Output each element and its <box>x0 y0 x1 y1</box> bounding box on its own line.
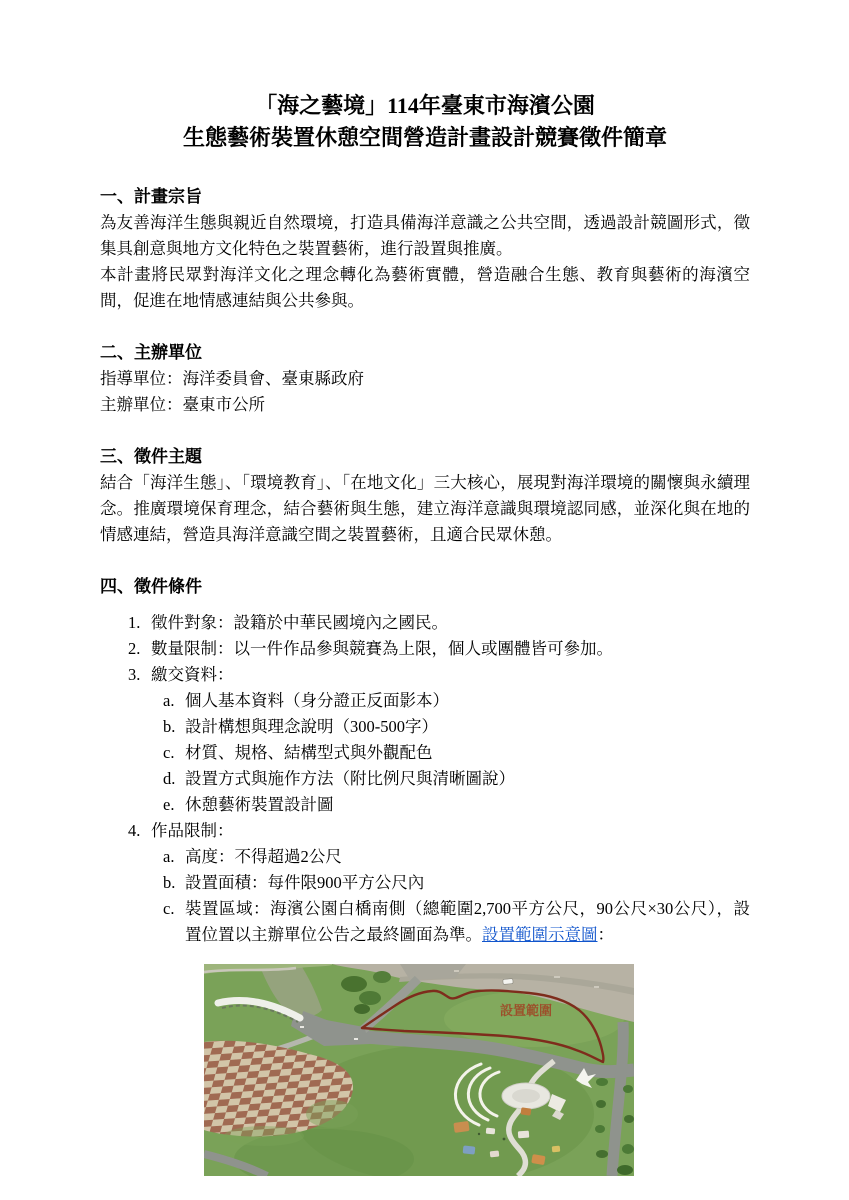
theme-paragraph: 結合「海洋生態」、「環境教育」、「在地文化」三大核心，展現對海洋環境的關懷與永續理念。推廣環境保育理念，結合藝術與生態，建立海洋意識與環境認同感，並深化與在地的情感連結，營造具海洋意識空間之裝置藝術，且適合民眾休憩。 <box>100 473 750 544</box>
section-heading-conditions: 四、徵件條件 <box>100 577 202 596</box>
after-link-colon: ： <box>597 925 614 944</box>
list-item-text: 數量限制：以一件作品參與競賽為上限，個人或團體皆可參加。 <box>151 639 613 658</box>
list-item <box>100 662 750 688</box>
sub-item-text: 設置方式與施作方法（附比例尺與清晰圖說） <box>185 769 515 788</box>
sub-item-letter: b. <box>163 717 176 736</box>
list-item-number: 1. <box>128 613 141 632</box>
list-item <box>100 636 750 662</box>
sub-list-item <box>100 844 750 870</box>
section-heading-theme: 三、徵件主題 <box>100 447 202 466</box>
host-unit-line: 主辦單位：臺東市公所 <box>100 395 265 414</box>
purpose-paragraph-2: 本計畫將民眾對海洋文化之理念轉化為藝術實體，營造融合生態、教育與藝術的海濱空間，促進在地情感連結與公共參與。 <box>100 265 750 310</box>
sub-item-letter: b. <box>163 873 176 892</box>
list-item-text: 繳交資料： <box>151 665 234 684</box>
installation-area-label: 設置範圍 <box>499 1003 553 1018</box>
sub-list-item <box>100 792 750 818</box>
site-aerial-photo <box>204 964 634 1176</box>
sub-list-item <box>100 870 750 896</box>
sub-list-item <box>100 766 750 792</box>
title-line-1: 「海之藝境」114年臺東市海濱公園 <box>255 93 595 118</box>
list-item-number: 2. <box>128 639 141 658</box>
purpose-paragraph-1: 為友善海洋生態與親近自然環境，打造具備海洋意識之公共空間，透過設計競圖形式，徵集具創意與地方文化特色之裝置藝術，進行設置與推廣。 <box>100 213 750 258</box>
sub-list-item <box>100 896 750 948</box>
sub-item-text: 材質、規格、結構型式與外觀配色 <box>185 743 433 762</box>
car <box>503 979 513 985</box>
sub-list-item <box>100 714 750 740</box>
sub-item-text: 設置面積：每件限900平方公尺內 <box>185 873 425 892</box>
list-item-number: 4. <box>128 821 141 840</box>
conditions-list <box>100 610 750 948</box>
site-map-link[interactable]: 設置範圍示意圖 <box>482 925 598 944</box>
list-item-number: 3. <box>128 665 141 684</box>
list-item <box>100 818 750 844</box>
list-item-text: 徵件對象：設籍於中華民國境內之國民。 <box>151 613 448 632</box>
sub-item-text: 設計構想與理念說明（300-500字） <box>185 717 438 736</box>
sub-item-letter: e. <box>163 795 175 814</box>
sub-item-text: 個人基本資料（身分證正反面影本） <box>185 691 449 710</box>
title-line-2: 生態藝術裝置休憩空間營造計畫設計競賽徵件簡章 <box>182 125 667 150</box>
sub-item-letter: d. <box>163 769 176 788</box>
sub-item-text-with-link <box>185 896 750 948</box>
sub-item-text: 休憩藝術裝置設計圖 <box>185 795 334 814</box>
advisor-unit-line: 指導單位：海洋委員會、臺東縣政府 <box>100 369 364 388</box>
sub-list-item <box>100 740 750 766</box>
sub-item-letter: a. <box>163 691 175 710</box>
document-title <box>100 90 750 154</box>
sub-item-text: 高度：不得超過2公尺 <box>185 847 342 866</box>
list-item-text: 作品限制： <box>151 821 234 840</box>
sub-item-letter: a. <box>163 847 175 866</box>
list-item <box>100 610 750 636</box>
sub-list-item <box>100 688 750 714</box>
section-heading-organizers: 二、主辦單位 <box>100 343 202 362</box>
section-heading-purpose: 一、計畫宗旨 <box>100 187 202 206</box>
installation-area-text: 裝置區域：海濱公園白橋南側（總範圍2,700平方公尺，90公尺×30公尺），設置位置以主辦單位公告之最終圖面為準。 <box>185 899 750 944</box>
sub-item-letter: c. <box>163 899 175 918</box>
sub-item-letter: c. <box>163 743 175 762</box>
